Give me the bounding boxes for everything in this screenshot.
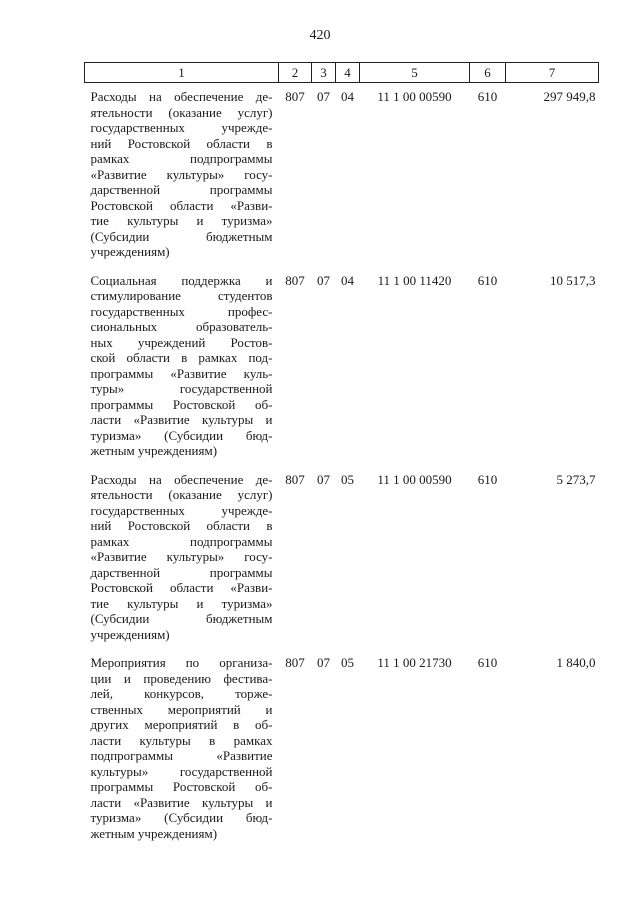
table-header-row: [85, 63, 599, 83]
description-line: тие культуры и туризма»: [90, 213, 273, 228]
section-code-cell: 07: [317, 655, 330, 670]
table-row: [85, 649, 599, 848]
column-header: 3: [312, 63, 336, 83]
ministry-code-cell: 807: [285, 655, 305, 670]
subsection-code-cell: 05: [341, 655, 354, 670]
table-row: [85, 466, 599, 650]
description-line: ласти «Развитие культуры и: [90, 412, 273, 427]
subsection-code-cell: 04: [341, 272, 354, 288]
table-row: [85, 267, 599, 466]
column-header: 7: [506, 63, 599, 83]
description-line: дарственной программы: [90, 564, 273, 580]
description-line: учреждениям): [90, 244, 170, 259]
description-line: государственных учрежде-: [90, 502, 273, 518]
description-line: Ростовской области «Разви-: [90, 197, 273, 213]
description-line: подпрограммы «Развитие: [90, 748, 273, 763]
description-line: ласти «Развитие культуры и: [90, 794, 273, 810]
ministry-code-cell: 807: [285, 272, 305, 288]
description-line: Мероприятия по организа-: [90, 655, 273, 670]
description-line: «Развитие культуры» госу-: [90, 549, 273, 564]
budget-table: [84, 62, 599, 848]
description-line: Социальная поддержка и: [90, 272, 273, 288]
table-body: [85, 83, 599, 849]
target-article-cell: 11 1 00 00590: [377, 89, 452, 104]
description-line: ний Ростовской области в: [90, 518, 273, 533]
column-header: 6: [470, 63, 506, 83]
description-line: туризма» (Субсидии бюд-: [90, 810, 273, 825]
target-article-cell: 11 1 00 11420: [377, 272, 452, 288]
description-line: программы «Развитие куль-: [90, 365, 273, 381]
target-article-cell: 11 1 00 21730: [377, 655, 452, 670]
description-line: ласти культуры в рамках: [90, 732, 273, 748]
amount-cell: 1 840,0: [556, 655, 596, 670]
description-line: ственных мероприятий и: [90, 701, 273, 717]
amount-cell: 297 949,8: [543, 89, 596, 104]
description-line: жетным учреждениям): [90, 825, 218, 841]
description-line: тие культуры и туризма»: [90, 595, 273, 611]
expense-type-cell: 610: [477, 471, 498, 487]
description-line: ний Ростовской области в: [90, 135, 273, 151]
description-line: Расходы на обеспечение де-: [90, 89, 273, 104]
description-line: дарственной программы: [90, 182, 273, 197]
description-line: государственных профес-: [90, 303, 273, 319]
description-line: (Субсидии бюджетным: [90, 228, 273, 244]
column-header: 4: [336, 63, 360, 83]
description-line: жетным учреждениям): [90, 443, 218, 458]
description-line: рамках подпрограммы: [90, 533, 273, 549]
ministry-code-cell: 807: [285, 471, 305, 487]
section-code-cell: 07: [317, 471, 330, 487]
description-line: программы Ростовской об-: [90, 779, 273, 794]
subsection-code-cell: 04: [341, 89, 354, 104]
ministry-code-cell: 807: [285, 89, 305, 104]
table-row: [85, 83, 599, 267]
description-line: стимулирование студентов: [90, 288, 273, 303]
description-line: Расходы на обеспечение де-: [90, 471, 273, 487]
column-header: 5: [360, 63, 470, 83]
expense-type-cell: 610: [477, 272, 498, 288]
description-line: ятельности (оказание услуг): [90, 104, 273, 120]
subsection-code-cell: 05: [341, 471, 354, 487]
description-line: учреждениям): [90, 626, 170, 642]
expense-description: [85, 649, 279, 848]
description-line: ской области в рамках под-: [90, 350, 273, 365]
description-line: ции и проведению фестива-: [90, 670, 273, 686]
description-line: (Субсидии бюджетным: [90, 611, 273, 626]
description-line: государственных учрежде-: [90, 120, 273, 135]
expense-description: [85, 466, 279, 650]
description-line: туризма» (Субсидии бюд-: [90, 427, 273, 443]
description-line: «Развитие культуры» госу-: [90, 166, 273, 182]
column-header: 2: [279, 63, 312, 83]
description-line: Ростовской области «Разви-: [90, 580, 273, 595]
section-code-cell: 07: [317, 89, 330, 104]
target-article-cell: 11 1 00 00590: [377, 471, 452, 487]
description-line: программы Ростовской об-: [90, 396, 273, 412]
column-header: 1: [85, 63, 279, 83]
description-line: ных учреждений Ростов-: [90, 334, 273, 350]
description-line: других мероприятий в об-: [90, 717, 273, 732]
section-code-cell: 07: [317, 272, 330, 288]
description-line: культуры» государственной: [90, 763, 273, 779]
expense-type-cell: 610: [477, 655, 498, 670]
page-number: 420: [309, 28, 331, 43]
description-line: ятельности (оказание услуг): [90, 487, 273, 502]
amount-cell: 10 517,3: [550, 272, 596, 288]
description-line: лей, конкурсов, торже-: [90, 686, 273, 701]
expense-description: [85, 83, 279, 267]
description-line: туры» государственной: [90, 381, 273, 396]
amount-cell: 5 273,7: [556, 471, 596, 487]
expense-type-cell: 610: [477, 89, 498, 104]
description-line: рамках подпрограммы: [90, 151, 273, 166]
description-line: сиональных образователь-: [90, 319, 273, 334]
expense-description: [85, 267, 279, 466]
